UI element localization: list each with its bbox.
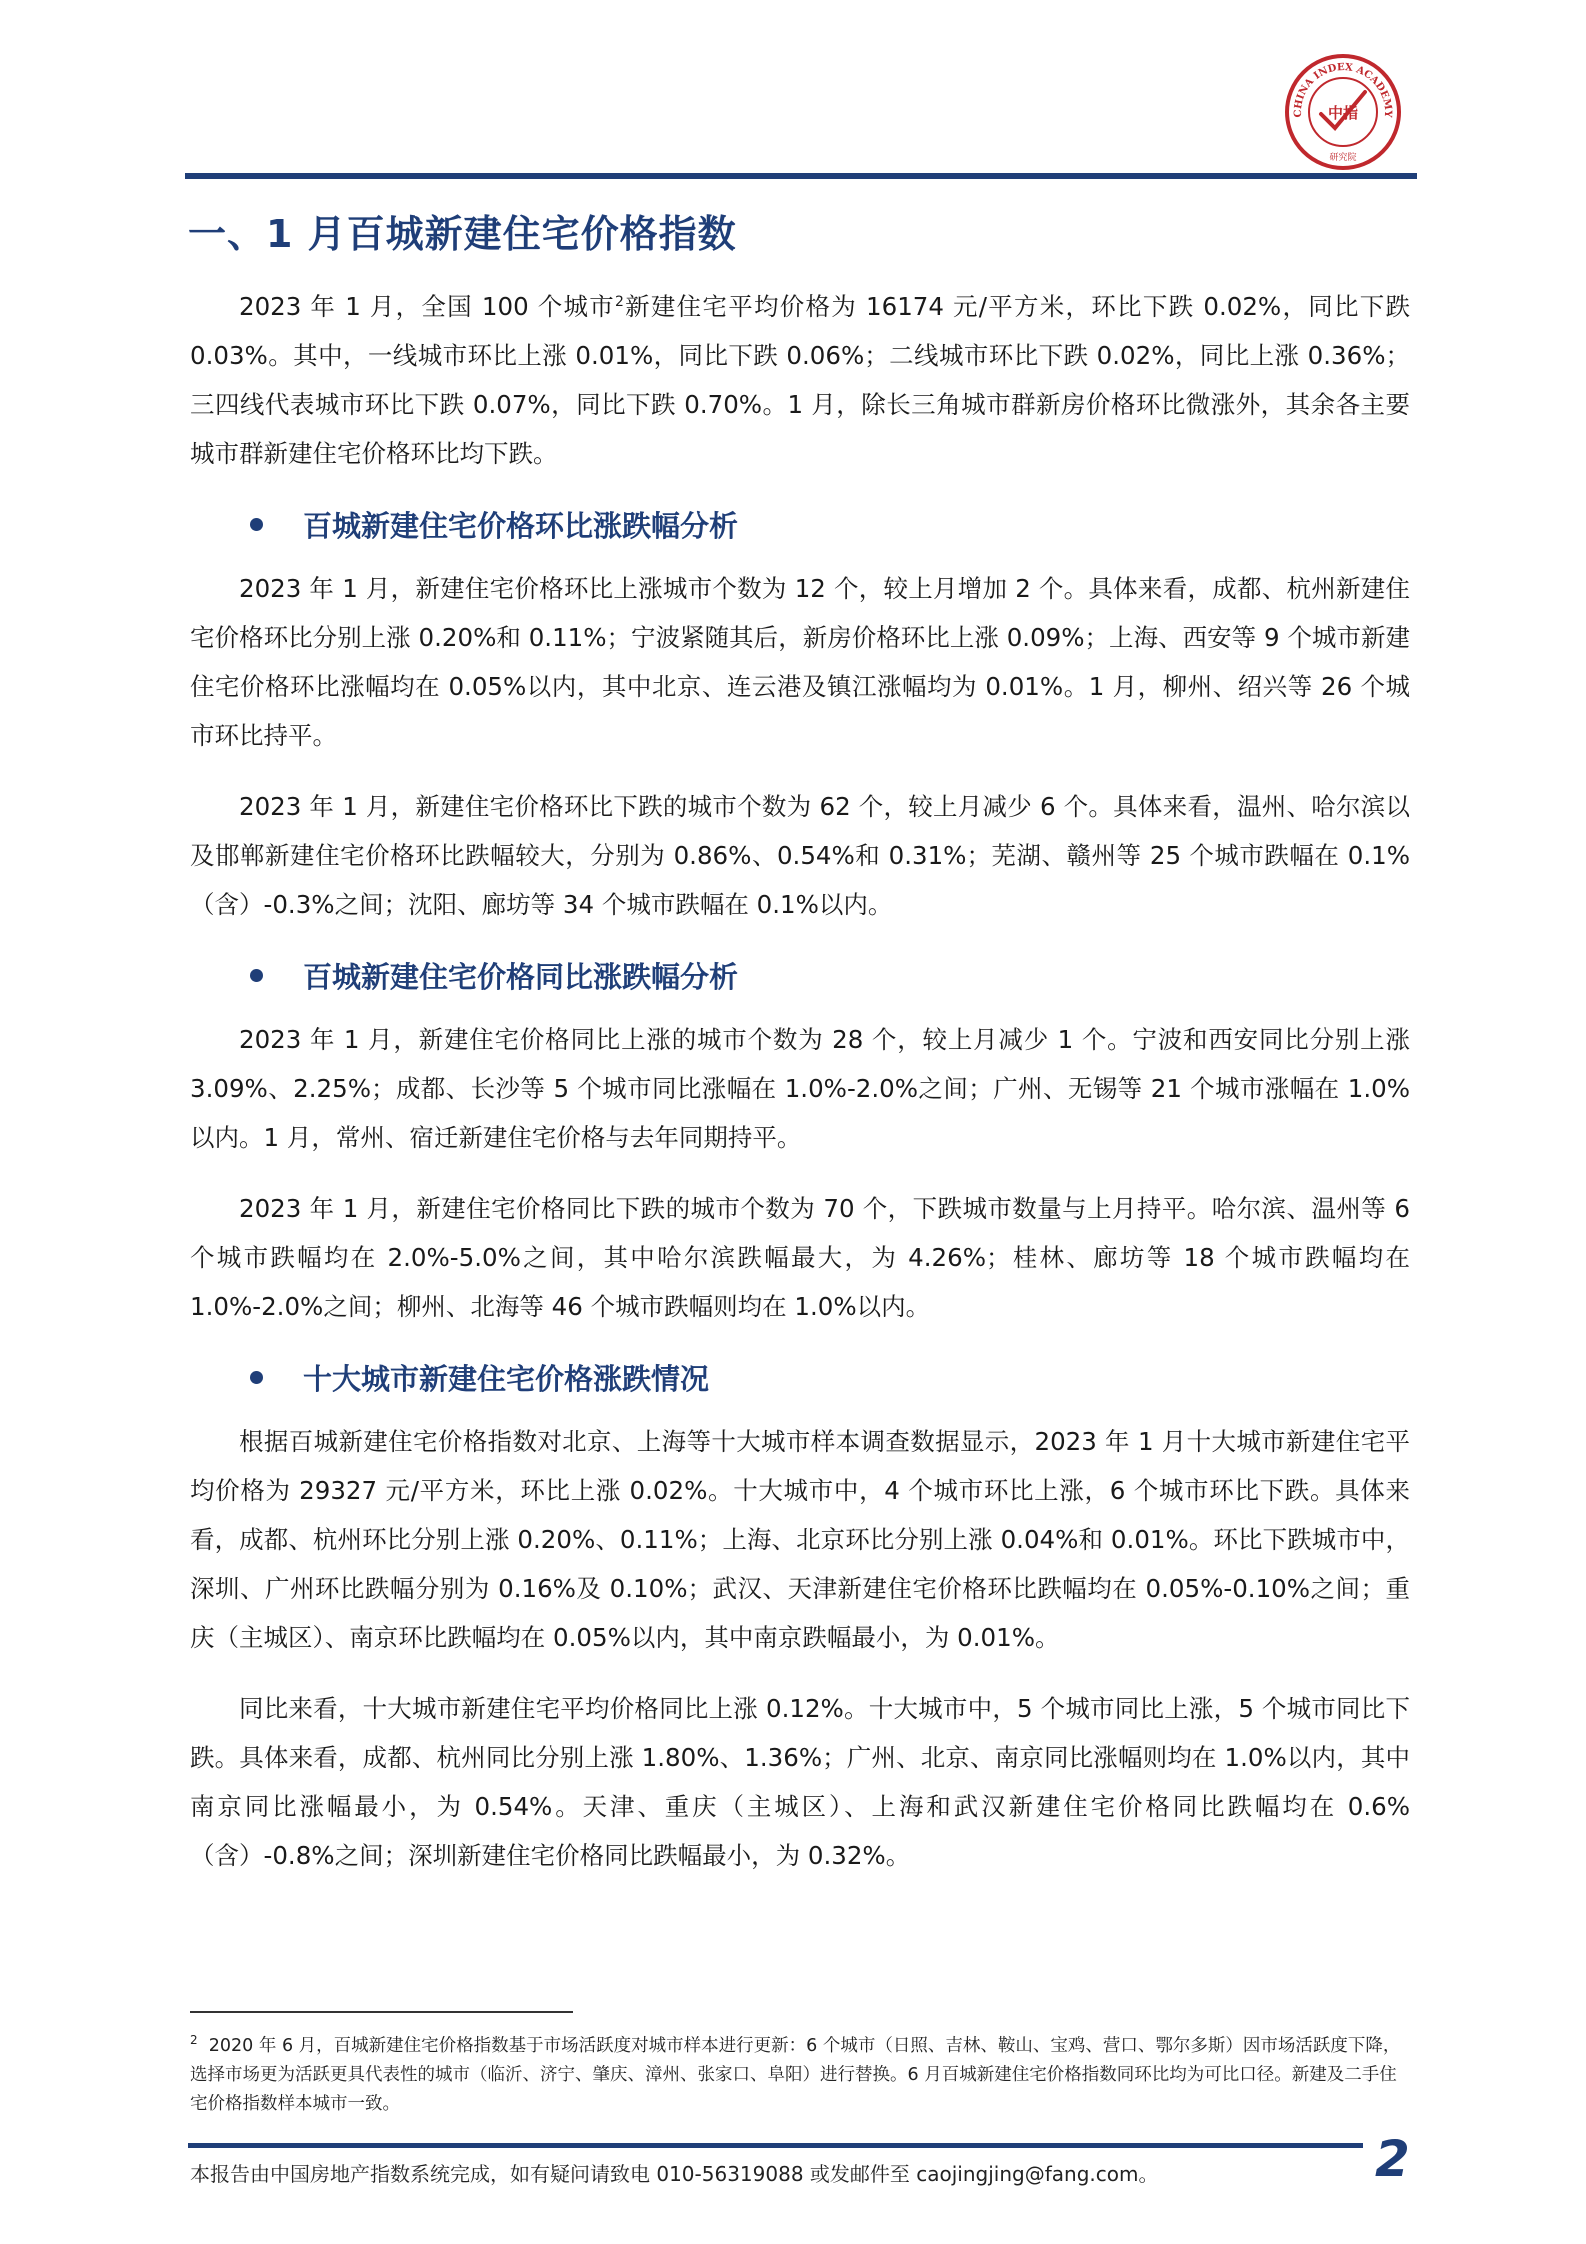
bullet-icon bbox=[250, 1371, 263, 1384]
intro-paragraph bbox=[190, 282, 1410, 478]
report-body bbox=[190, 282, 1410, 1902]
footnote-divider bbox=[190, 2011, 573, 2013]
footer-contact: 本报告由中国房地产指数系统完成，如有疑问请致电 010-56319088 或发邮件至 caojingjing@fang.com。 bbox=[190, 2162, 1159, 2186]
subsection-title: 百城新建住宅价格环比涨跌幅分析 bbox=[303, 508, 739, 543]
bullet-icon bbox=[250, 518, 263, 531]
paragraph: 2023 年 1 月，新建住宅价格同比下跌的城市个数为 70 个，下跌城市数量与上月持平。哈尔滨、温州等 6 个城市跌幅均在 2.0%-5.0%之间，其中哈尔滨跌幅最大，为 4.26%；桂林、廊坊等 18 个城市跌幅均在 1.0%-2.0%之间；柳州、北海等 46 个城市跌幅则均在 1.0%以内。 bbox=[190, 1194, 1410, 1321]
subsection-title: 百城新建住宅价格同比涨跌幅分析 bbox=[303, 959, 739, 994]
footnote-text: 2020 年 6 月，百城新建住宅价格指数基于市场活跃度对城市样本进行更新：6 个城市（日照、吉林、鞍山、宝鸡、营口、鄂尔多斯）因市场活跃度下降，选择市场更为活跃更具代表性的城市（临沂、济宁、肇庆、漳州、张家口、阜阳）进行替换。6 月百城新建住宅价格指数同环比均为可比口径。新建及二手住宅价格指数样本城市一致。 bbox=[190, 2035, 1401, 2114]
bullet-icon bbox=[250, 969, 263, 982]
paragraph: 2023 年 1 月，新建住宅价格环比上涨城市个数为 12 个，较上月增加 2 个。具体来看，成都、杭州新建住宅价格环比分别上涨 0.20%和 0.11%；宁波紧随其后，新房价格环比上涨 0.09%；上海、西安等 9 个城市新建住宅价格环比涨幅均在 0.05%以内，其中北京、连云港及镇江涨幅均为 0.01%。1 月，柳州、绍兴等 26 个城市环比持平。 bbox=[190, 574, 1410, 750]
page-number: 2 bbox=[1375, 2130, 1410, 2188]
intro-text-start: 2023 年 1 月，全国 100 个城市 bbox=[239, 292, 615, 321]
footnote bbox=[190, 2026, 1412, 2119]
paragraph: 同比来看，十大城市新建住宅平均价格同比上涨 0.12%。十大城市中，5 个城市同比上涨，5 个城市同比下跌。具体来看，成都、杭州同比分别上涨 1.80%、1.36%；广州、北京、南京同比涨幅则均在 1.0%以内，其中南京同比涨幅最小，为 0.54%。天津、重庆（主城区）、上海和武汉新建住宅价格同比跌幅均在 0.6%（含）-0.8%之间；深圳新建住宅价格同比跌幅最小，为 0.32%。 bbox=[190, 1694, 1410, 1870]
subsection-heading-yoy bbox=[190, 951, 1410, 999]
logo-ring-text: CHINA INDEX ACADEMY bbox=[1292, 61, 1394, 118]
paragraph: 2023 年 1 月，新建住宅价格同比上涨的城市个数为 28 个，较上月减少 1 个。宁波和西安同比分别上涨 3.09%、2.25%；成都、长沙等 5 个城市同比涨幅在 1.0%-2.0%之间；广州、无锡等 21 个城市涨幅在 1.0%以内。1 月，常州、宿迁新建住宅价格与去年同期持平。 bbox=[190, 1025, 1410, 1152]
footnote-number: 2 bbox=[190, 2033, 198, 2047]
subsection-heading-top10 bbox=[190, 1353, 1410, 1401]
china-index-academy-logo bbox=[1283, 52, 1403, 172]
intro-text-end: 新建住宅平均价格为 16174 元/平方米，环比下跌 0.02%，同比下跌 0.03%。其中，一线城市环比上涨 0.01%，同比下跌 0.06%；二线城市环比下跌 0.02%，同比上涨 0.36%；三四线代表城市环比下跌 0.07%，同比下跌 0.70%。1 月，除长三角城市群新房价格环比微涨外，其余各主要城市群新建住宅价格环比均下跌。 bbox=[190, 292, 1410, 468]
paragraph: 根据百城新建住宅价格指数对北京、上海等十大城市样本调查数据显示，2023 年 1 月十大城市新建住宅平均价格为 29327 元/平方米，环比上涨 0.02%。十大城市中，4 个城市环比上涨，6 个城市环比下跌。具体来看，成都、杭州环比分别上涨 0.20%、0.11%；上海、北京环比分别上涨 0.04%和 0.01%。环比下跌城市中，深圳、广州环比跌幅分别为 0.16%及 0.10%；武汉、天津新建住宅价格环比跌幅均在 0.05%-0.10%之间；重庆（主城区）、南京环比跌幅均在 0.05%以内，其中南京跌幅最小，为 0.01%。 bbox=[190, 1427, 1410, 1652]
logo-center-text: 中指 bbox=[1327, 104, 1359, 122]
paragraph: 2023 年 1 月，新建住宅价格环比下跌的城市个数为 62 个，较上月减少 6 个。具体来看，温州、哈尔滨以及邯郸新建住宅价格环比跌幅较大，分别为 0.86%、0.54%和 0.31%；芜湖、赣州等 25 个城市跌幅在 0.1%（含）-0.3%之间；沈阳、廊坊等 34 个城市跌幅在 0.1%以内。 bbox=[190, 792, 1410, 919]
subsection-title: 十大城市新建住宅价格涨跌情况 bbox=[303, 1361, 710, 1396]
footnote-ref[interactable]: 2 bbox=[614, 293, 624, 310]
subsection-heading-mom bbox=[190, 500, 1410, 548]
logo-bottom-text: 研究院 bbox=[1329, 153, 1357, 163]
section-title: 一、1 月百城新建住宅价格指数 bbox=[188, 212, 737, 256]
footer-divider bbox=[188, 2143, 1363, 2148]
header-divider bbox=[185, 173, 1417, 179]
